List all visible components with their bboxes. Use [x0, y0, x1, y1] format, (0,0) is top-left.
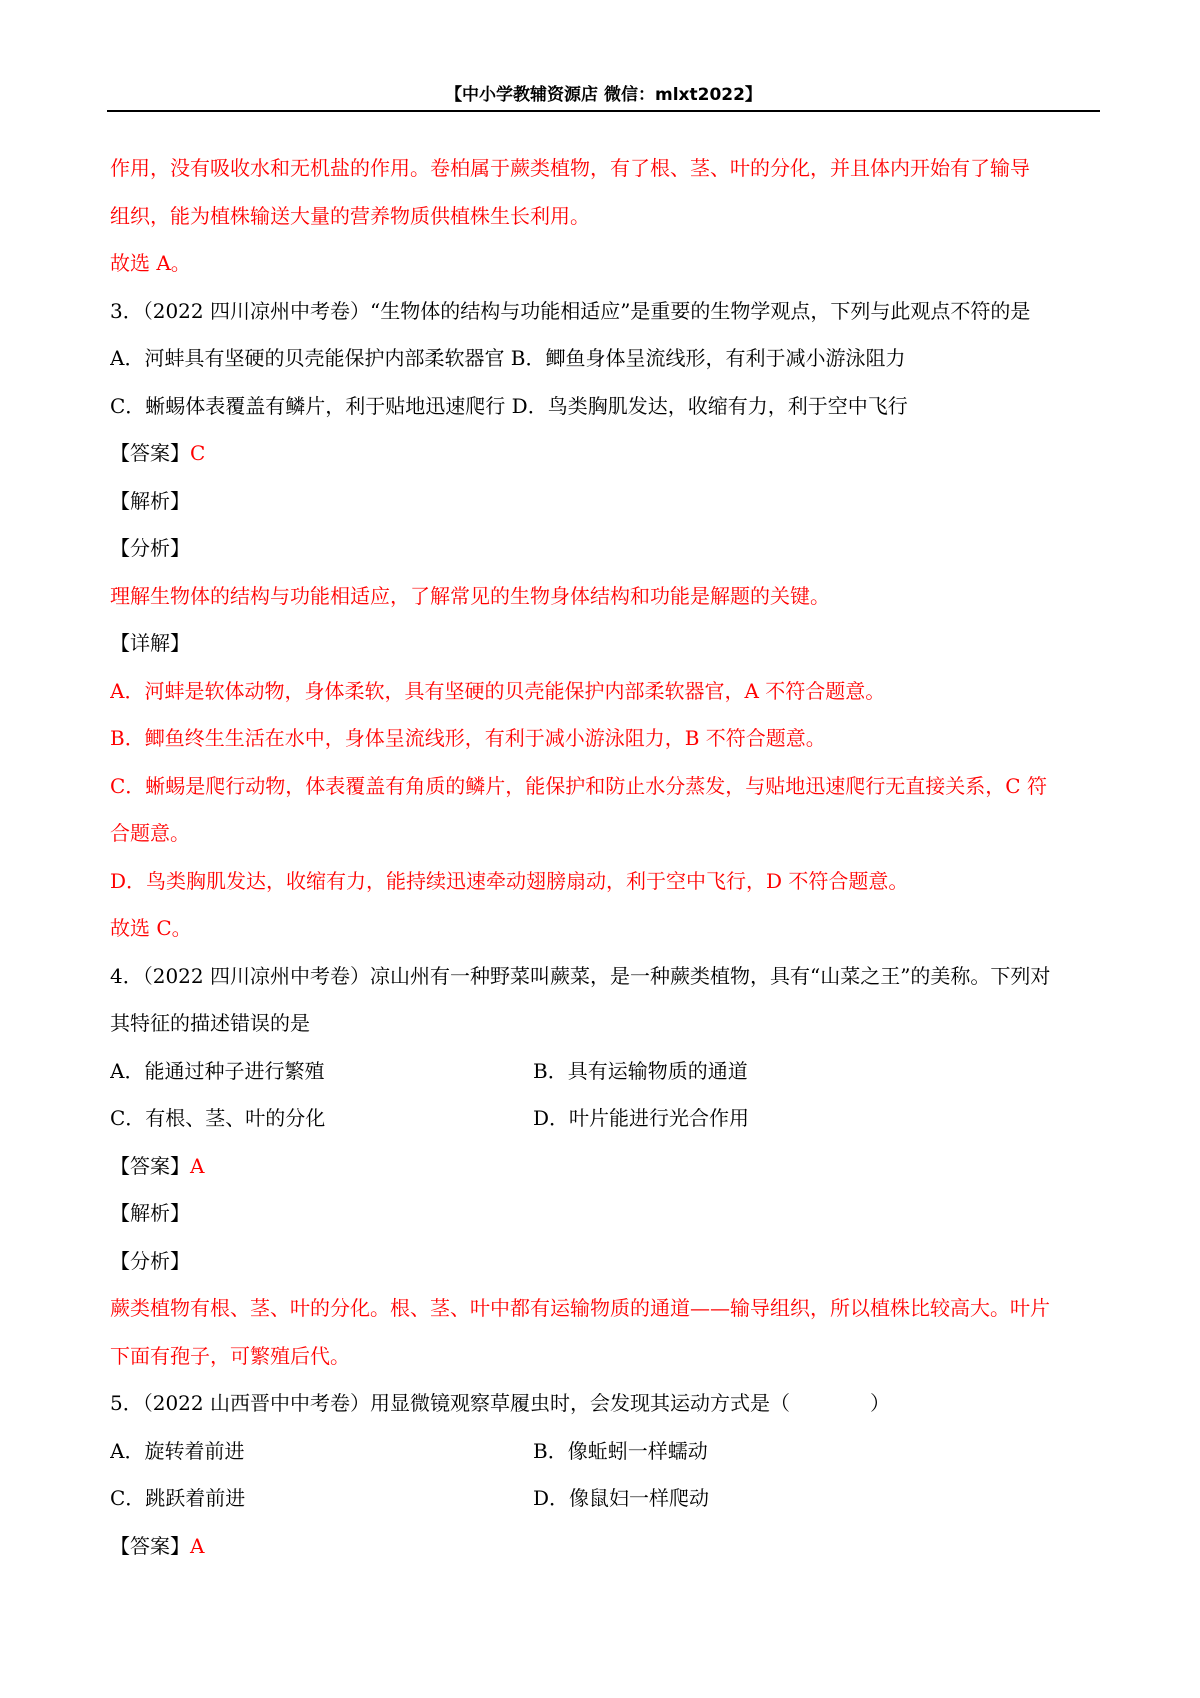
answer-label: 【答案】: [110, 1533, 190, 1558]
q4-option-d: D．叶片能进行光合作用: [533, 1106, 750, 1130]
q3-fenxi-label: 【分析】: [110, 536, 190, 560]
q5-options-row-1: [110, 1428, 1100, 1476]
answer-label: 【答案】: [110, 1153, 190, 1178]
q3-detail-d: D．鸟类胸肌发达，收缩有力，能持续迅速牵动翅膀扇动，利于空中飞行，D 不符合题意。: [110, 868, 909, 893]
page-header: 【中小学教辅资源店 微信：mlxt2022】: [445, 85, 762, 105]
q3-stem: 3．（2022 四川凉州中考卷）“生物体的结构与功能相适应”是重要的生物学观点，下列与此观点不符的是: [110, 298, 1031, 323]
q4-fenxi-text-line-1: 蕨类植物有根、茎、叶的分化。根、茎、叶中都有运输物质的通道——输导组织，所以植株比较高大。叶片: [110, 1296, 1050, 1320]
q4-fenxi-label: 【分析】: [110, 1248, 190, 1273]
q4-option-c: C．有根、茎、叶的分化: [110, 1106, 326, 1130]
q3-detail-c-line-1: C．蜥蜴是爬行动物，体表覆盖有角质的鳞片，能保护和防止水分蒸发，与贴地迅速爬行无直接关系，C 符: [110, 773, 1047, 798]
q5-answer: [110, 1523, 1100, 1571]
q5-option-a: A．旋转着前进: [110, 1438, 245, 1463]
q4-option-b: B．具有运输物质的通道: [533, 1058, 748, 1083]
q4-fenxi-text-line-2: 下面有孢子，可繁殖后代。: [110, 1343, 350, 1368]
q4-stem-line-2: 其特征的描述错误的是: [110, 1011, 310, 1035]
answer-value: A: [190, 1153, 205, 1178]
q3-detail-a: A．河蚌是软体动物，身体柔软，具有坚硬的贝壳能保护内部柔软器官，A 不符合题意。: [110, 678, 886, 703]
q4-options-row-2: [110, 1095, 1100, 1143]
q5-stem: 5．（2022 山西晋中中考卷）用显微镜观察草履虫时，会发现其运动方式是（ ）: [110, 1391, 890, 1415]
q3-detail-b: B．鲫鱼终生生活在水中，身体呈流线形，有利于减小游泳阻力，B 不符合题意。: [110, 726, 826, 750]
q3-answer: [110, 430, 1100, 478]
q5-option-b: B．像蚯蚓一样蠕动: [533, 1438, 708, 1463]
answer-label: 【答案】: [110, 441, 190, 465]
answer-value: C: [190, 441, 206, 465]
q5-option-c: C．跳跃着前进: [110, 1486, 246, 1510]
q4-answer: [110, 1143, 1100, 1191]
q3-jiexi-label: 【解析】: [110, 488, 190, 513]
q3-options-cd: C．蜥蜴体表覆盖有鳞片，利于贴地迅速爬行 D．鸟类胸肌发达，收缩有力，利于空中飞行: [110, 393, 908, 418]
q4-option-a: A．能通过种子进行繁殖: [110, 1058, 325, 1083]
q3-detail-c-line-2: 合题意。: [110, 821, 190, 845]
q5-options-row-2: [110, 1475, 1100, 1523]
q2-explanation-line-2: 组织，能为植株输送大量的营养物质供植株生长利用。: [110, 203, 590, 228]
q3-xiangjie-label: 【详解】: [110, 631, 190, 655]
q2-explanation-line-1: 作用，没有吸收水和无机盐的作用。卷柏属于蕨类植物，有了根、茎、叶的分化，并且体内开始有了输导: [110, 156, 1030, 180]
q2-conclusion: 故选 A。: [110, 251, 191, 275]
q3-fenxi-text: 理解生物体的结构与功能相适应，了解常见的生物身体结构和功能是解题的关键。: [110, 583, 830, 608]
q5-option-d: D．像鼠妇一样爬动: [533, 1486, 710, 1510]
document-body: [110, 145, 1100, 1570]
q4-stem-line-1: 4．（2022 四川凉州中考卷）凉山州有一种野菜叫蕨菜，是一种蕨类植物，具有“山菜之王”的美称。下列对: [110, 963, 1051, 988]
q3-conclusion: 故选 C。: [110, 916, 192, 940]
answer-value: A: [190, 1533, 205, 1558]
q4-jiexi-label: 【解析】: [110, 1201, 190, 1225]
q3-options-ab: A．河蚌具有坚硬的贝壳能保护内部柔软器官 B．鲫鱼身体呈流线形，有利于减小游泳阻力: [110, 346, 906, 370]
header-divider: [107, 110, 1100, 112]
q4-options-row-1: [110, 1048, 1100, 1096]
